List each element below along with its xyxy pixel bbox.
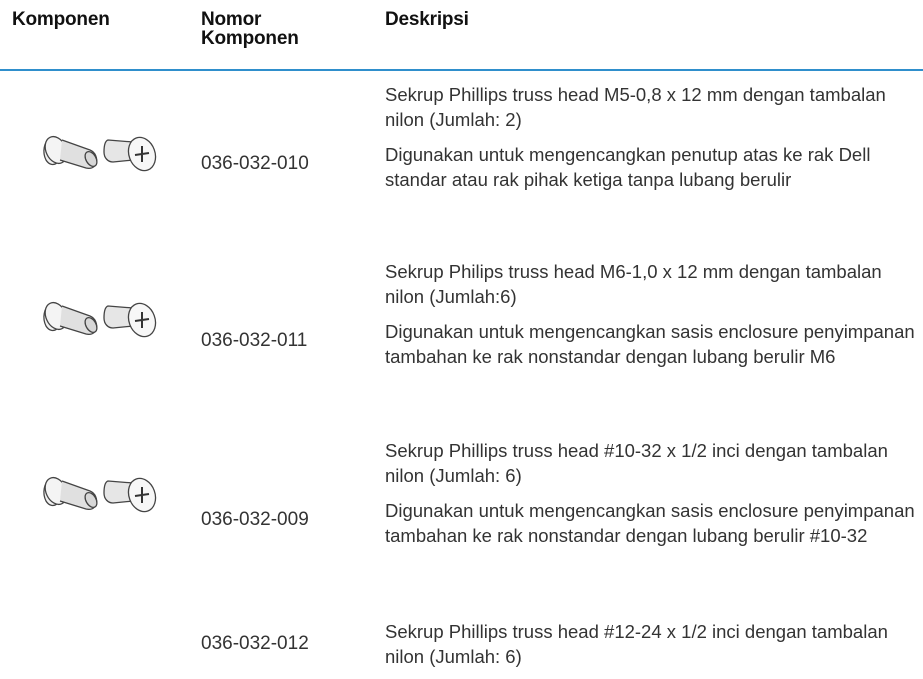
part-number: 036-032-009 — [201, 509, 309, 530]
description-spec: Sekrup Phillips truss head M5-0,8 x 12 mm dengan tambalan nilon (Jumlah: 2) — [385, 84, 886, 130]
description-usage: Digunakan untuk mengencangkan sasis enclosure penyimpanan tambahan ke rak nonstandar dengan lubang berulir M6 — [385, 321, 915, 367]
header-part-number-line1: Nomor — [201, 9, 262, 30]
truss-screw-pair-icon — [38, 465, 166, 521]
header-description: Deskripsi — [385, 9, 469, 30]
description — [385, 82, 915, 202]
description-usage: Digunakan untuk mengencangkan penutup atas ke rak Dell standar atau rak pihak ketiga tanpa lubang berulir — [385, 144, 871, 190]
description-spec: Sekrup Phillips truss head #10-32 x 1/2 inci dengan tambalan nilon (Jumlah: 6) — [385, 440, 888, 486]
description — [385, 619, 915, 679]
part-number: 036-032-011 — [201, 330, 308, 351]
header-part-number-line2: Komponen — [201, 28, 299, 49]
description-usage: Digunakan untuk mengencangkan sasis enclosure penyimpanan tambahan ke rak nonstandar dengan lubang berulir #10-32 — [385, 500, 915, 546]
truss-screw-pair-icon — [38, 290, 166, 346]
header-part-number — [201, 10, 299, 48]
header-component: Komponen — [12, 9, 110, 30]
description — [385, 259, 915, 379]
description — [385, 438, 915, 558]
description-spec: Sekrup Phillips truss head #12-24 x 1/2 inci dengan tambalan nilon (Jumlah: 6) — [385, 621, 888, 667]
part-number: 036-032-012 — [201, 633, 309, 654]
part-number: 036-032-010 — [201, 153, 309, 174]
truss-screw-pair-icon — [38, 124, 166, 180]
description-spec: Sekrup Philips truss head M6-1,0 x 12 mm dengan tambalan nilon (Jumlah:6) — [385, 261, 882, 307]
header-divider — [0, 69, 923, 71]
